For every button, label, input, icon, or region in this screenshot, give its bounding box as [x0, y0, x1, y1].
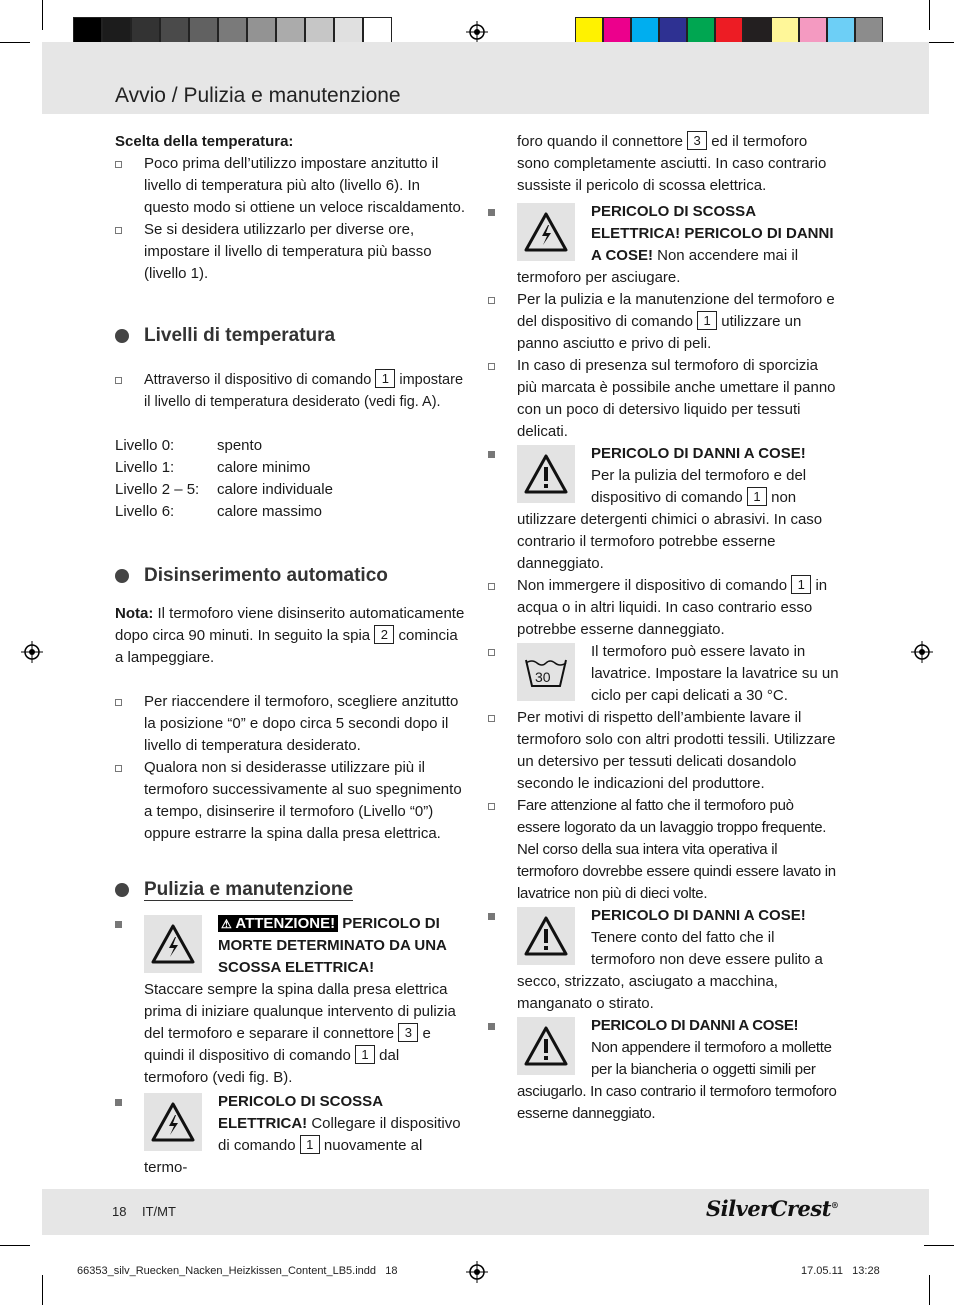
- warning-block: [488, 443, 840, 575]
- checkbox-bullet-icon: [488, 803, 495, 810]
- attention-label: ⚠ ATTENZIONE!: [218, 915, 338, 932]
- text: nuovamente al termo-: [144, 1137, 423, 1176]
- square-bullet-icon: [115, 1099, 122, 1106]
- warning-exclamation-icon: [517, 1017, 575, 1075]
- warning-block: [488, 1015, 840, 1125]
- ref-number: 1: [791, 575, 811, 594]
- crop-mark: [929, 1275, 930, 1305]
- level-desc: calore individuale: [217, 481, 333, 498]
- text: Non accendere mai il termoforo per asciugare.: [517, 247, 799, 286]
- level-name: Livello 6:: [115, 503, 175, 520]
- bullet-dot-icon: [115, 329, 129, 343]
- warning-title: PERICOLO DI DANNI A COSE!: [591, 445, 806, 462]
- warning-title: PERICOLO DI SCOSSA ELETTRICA! PERICOLO DI DANNI A COSE!: [591, 203, 834, 264]
- temp-selection-heading: Scelta della temperatura:: [115, 133, 294, 150]
- text: e quindi il dispositivo di comando: [144, 1025, 431, 1064]
- text: Per la pulizia e la manutenzione del termoforo e del dispositivo di comando: [517, 291, 835, 330]
- checkbox-bullet-icon: [115, 227, 122, 234]
- file-date: 17.05.11 13:28: [801, 1265, 880, 1277]
- wash-30-icon: [517, 643, 575, 701]
- language-code: IT/MT: [142, 1204, 176, 1219]
- text: utilizzare un panno asciutto e privo di peli.: [517, 313, 802, 352]
- registration-mark-icon: [911, 641, 933, 663]
- list-item: [115, 153, 467, 219]
- wash-temperature: 30: [535, 669, 551, 685]
- page-title: Avvio / Pulizia e manutenzione: [115, 84, 401, 107]
- level-name: Livello 0:: [115, 437, 175, 454]
- heading-text: Disinserimento automatico: [144, 565, 388, 586]
- warning-block-shock: [115, 1091, 467, 1179]
- heading-text: Livelli di temperatura: [144, 325, 336, 346]
- registration-mark-icon: [466, 1261, 488, 1283]
- checkbox-bullet-icon: [115, 377, 122, 384]
- levels-table: [115, 435, 333, 523]
- brand-logo: SilverCrest®: [706, 1196, 839, 1221]
- bullet-dot-icon: [115, 883, 129, 897]
- text: Non immergere il dispositivo di comando: [517, 577, 788, 594]
- text: Attraverso il dispositivo di comando: [144, 372, 372, 388]
- text: Il termoforo viene disinserito automaticamente dopo circa 90 minuti. In seguito la spia: [115, 605, 465, 644]
- text: Staccare sempre la spina dalla presa elettrica prima di iniziare qualunque intervento di pulizia del termoforo e separare il connettore: [144, 981, 456, 1042]
- list-item-text: Fare attenzione al fatto che il termoforo può essere logorato da un lavaggio troppo frequente. Nel corso della sua intera vita operativa il termoforo dovrebbe essere quindi essere lavato in lavatrice non più di dieci volte.: [517, 797, 836, 902]
- list-item-wash: [488, 641, 840, 707]
- list-item-text: In caso di presenza sul termoforo di sporcizia più marcata è possibile anche umettare il panno con un poco di detersivo liquido per tessuti delicati.: [517, 357, 836, 440]
- warning-title: PERICOLO DI DANNI A COSE!: [591, 907, 806, 924]
- crop-mark: [0, 42, 30, 43]
- bullet-dot-icon: [115, 569, 129, 583]
- list-item-text: Per riaccendere il termoforo, scegliere anzitutto la posizione “0” e dopo circa 5 secondi dopo il livello di temperatura desiderato.: [144, 693, 459, 754]
- warning-title: PERICOLO DI SCOSSA ELETTRICA!: [218, 1093, 383, 1132]
- section-heading-cleaning: [115, 879, 467, 901]
- list-item: [115, 757, 467, 845]
- list-item: [488, 575, 840, 641]
- square-bullet-icon: [488, 451, 495, 458]
- ref-number: 1: [355, 1045, 375, 1064]
- ref-number: 1: [747, 487, 767, 506]
- electric-shock-warning-icon: [517, 203, 575, 261]
- electric-shock-warning-icon: [144, 1093, 202, 1151]
- warning-block-attention: [115, 913, 467, 1089]
- crop-mark: [924, 1245, 954, 1246]
- square-bullet-icon: [115, 921, 122, 928]
- list-item-text: Poco prima dell’utilizzo impostare anzitutto il livello di temperatura più alto (livello 6). In questo modo si ottiene un veloce riscaldamento.: [144, 155, 466, 216]
- ref-number: 1: [697, 311, 717, 330]
- continuation-paragraph: [517, 131, 840, 197]
- text: comincia a lampeggiare.: [115, 627, 458, 666]
- square-bullet-icon: [488, 209, 495, 216]
- level-desc: calore massimo: [217, 503, 323, 520]
- checkbox-bullet-icon: [115, 699, 122, 706]
- text: impostare il livello di temperatura desiderato (vedi fig. A).: [144, 372, 464, 410]
- level-desc: spento: [217, 437, 263, 454]
- crop-mark: [42, 0, 43, 30]
- ref-number: 3: [687, 131, 707, 150]
- warning-block: [488, 201, 840, 289]
- note-label: Nota:: [115, 605, 154, 622]
- file-slug: 66353_silv_Ruecken_Nacken_Heizkissen_Content_LB5.indd 18: [77, 1265, 398, 1277]
- text: dal termoforo (vedi fig. B).: [144, 1047, 400, 1086]
- text: Collegare il dispositivo di comando: [218, 1115, 461, 1154]
- text: Non appendere il termoforo a mollette per la biancheria o oggetti simili per asciugarlo. In caso contrario il termoforo termoforo esserne danneggiato.: [517, 1039, 837, 1122]
- checkbox-bullet-icon: [115, 161, 122, 168]
- crop-mark: [42, 1275, 43, 1305]
- ref-number: 1: [300, 1135, 320, 1154]
- level-row: [115, 501, 333, 523]
- level-row: [115, 457, 333, 479]
- list-item: [488, 289, 840, 355]
- checkbox-bullet-icon: [488, 649, 495, 656]
- text: non utilizzare detergenti chimici o abrasivi. In caso contrario il termoforo potrebbe esserne danneggiato.: [517, 489, 823, 572]
- checkbox-bullet-icon: [488, 583, 495, 590]
- list-item: [115, 219, 467, 285]
- text: in acqua o in altri liquidi. In caso contrario esso potrebbe esserne danneggiato.: [517, 577, 828, 638]
- text: Per la pulizia del termoforo e del dispositivo di comando: [591, 467, 807, 506]
- square-bullet-icon: [488, 1023, 495, 1030]
- text: foro quando il connettore: [517, 133, 683, 150]
- list-item-text: Se si desidera utilizzarlo per diverse ore, impostare il livello di temperatura più basso (livello 1).: [144, 221, 432, 282]
- list-item: [115, 691, 467, 757]
- crop-mark: [0, 1245, 30, 1246]
- section-heading-levels: [115, 325, 467, 347]
- level-row: [115, 435, 333, 457]
- level-desc: calore minimo: [217, 459, 311, 476]
- list-item-text: Per motivi di rispetto dell’ambiente lavare il termoforo solo con altri prodotti tessili. Utilizzare un detersivo per tessuti delicati dosandolo secondo le indicazioni del produttore.: [517, 709, 836, 792]
- ref-number: 3: [398, 1023, 418, 1042]
- warning-title: PERICOLO DI MORTE DETERMINATO DA UNA SCOSSA ELETTRICA!: [218, 915, 447, 976]
- list-item: [488, 707, 840, 795]
- warning-exclamation-icon: [517, 907, 575, 965]
- ref-number: 1: [375, 369, 395, 388]
- right-column: [488, 131, 840, 1125]
- crop-mark: [929, 0, 930, 30]
- text: ed il termoforo sono completamente asciutti. In caso contrario sussiste il pericolo di scossa elettrica.: [517, 133, 827, 194]
- list-item: [488, 795, 840, 905]
- note-paragraph: [115, 603, 467, 669]
- checkbox-bullet-icon: [115, 765, 122, 772]
- level-row: [115, 479, 333, 501]
- checkbox-bullet-icon: [488, 297, 495, 304]
- warning-block: [488, 905, 840, 1015]
- registration-mark-icon: [21, 641, 43, 663]
- list-item-text: Qualora non si desiderasse utilizzare più il termoforo successivamente al suo spegnimento a tempo, disinserire il termoforo (Livello “0”) oppure estrarre la spina dalla presa elettrica.: [144, 759, 462, 842]
- level-name: Livello 2 – 5:: [115, 481, 200, 498]
- checkbox-bullet-icon: [488, 715, 495, 722]
- list-item-text: Il termoforo può essere lavato in lavatrice. Impostare la lavatrice su un ciclo per capi delicati a 30 °C.: [591, 643, 839, 704]
- checkbox-bullet-icon: [488, 363, 495, 370]
- brand-name: SilverCrest: [706, 1196, 831, 1221]
- text: ATTENZIONE!: [235, 915, 336, 932]
- ref-number: 2: [374, 625, 394, 644]
- registration-mark-icon: [466, 21, 488, 43]
- list-item: [488, 355, 840, 443]
- left-column: [115, 131, 467, 1179]
- square-bullet-icon: [488, 913, 495, 920]
- warning-title: PERICOLO DI DANNI A COSE!: [591, 1017, 799, 1034]
- warning-exclamation-icon: [517, 445, 575, 503]
- page-number: 18: [112, 1204, 127, 1219]
- section-heading-auto-off: [115, 565, 467, 587]
- list-item: [115, 369, 467, 413]
- level-name: Livello 1:: [115, 459, 175, 476]
- text: Tenere conto del fatto che il termoforo non deve essere pulito a secco, strizzato, asciugato a macchina, manganato o stirato.: [517, 929, 823, 1012]
- heading-text: Pulizia e manutenzione: [144, 879, 354, 900]
- electric-shock-warning-icon: [144, 915, 202, 973]
